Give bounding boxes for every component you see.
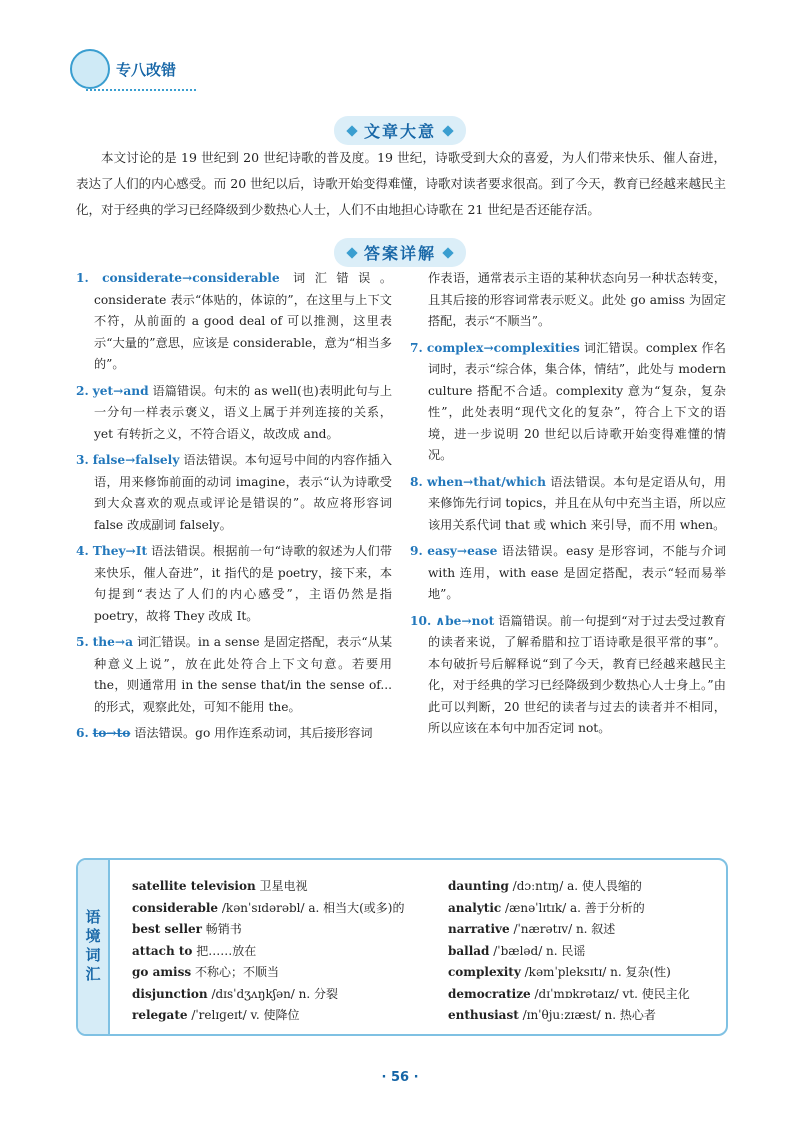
diamond-icon bbox=[346, 247, 357, 258]
vocab-entry: satellite television 卫星电视 bbox=[132, 879, 308, 893]
answer-explanation: 语篇错误。前一句提到“对于过去受过教育的读者来说，了解希腊和拉丁语诗歌是很平常的事”。本句破折号后解释说“到了今天，教育已经越来越民主化，对于经典的学习已经降级到少数热心人士身上。”由此可以判断，20 世纪的读者与过去的读者并不相同，所以应该在本句中加否定词 not。 bbox=[428, 613, 726, 735]
vocabulary-left-column bbox=[132, 876, 432, 1027]
answer-explanation: 语法错误。本句是定语从句，用来修饰先行词 topics，并且在从句中充当主语，所以应该用关系代词 that 或 which 来引导，而不用 when。 bbox=[428, 474, 727, 532]
vocab-entry: relegate /ˈrelɪɡeɪt/ v. 使降位 bbox=[132, 1008, 300, 1022]
answer-key: to→to bbox=[92, 726, 131, 740]
summary-text: 本文讨论的是 19 世纪到 20 世纪诗歌的普及度。19 世纪，诗歌受到大众的喜爱，为人们带来快乐、催人奋进，表达了人们的内心感受。而 20 世纪以后，诗歌开始变得难懂，诗歌对读者要求很高。到了今天，教育已经越来越民主化，对于经典的学习已经降级到少数热心人士，人们不由地担心诗歌在 21 世纪是否还能存活。 bbox=[76, 150, 726, 217]
vocabulary-label-bar bbox=[78, 860, 110, 1034]
vocab-entry: analytic /ænəˈlɪtɪk/ a. 善于分析的 bbox=[448, 900, 645, 915]
vocab-entry: complexity /kəmˈpleksɪtɪ/ n. 复杂(性) bbox=[448, 965, 671, 979]
answer-item bbox=[410, 338, 726, 467]
header-divider bbox=[86, 89, 196, 91]
summary-title-banner bbox=[0, 116, 800, 145]
answer-explanation: 语篇错误。句末的 as well(也)表明此句与上一分句一样表示褒义，语义上属于并列连接的关系，yet 有转折之义，不符合语义，故改成 and。 bbox=[94, 383, 393, 441]
answer-explanation: 词汇错误。complex 作名词时，表示“综合体，集合体，情结”，此处与 modern culture 搭配不合适。complexity 意为“复杂，复杂性”，此处表明“现代文化的复杂”，符合上下文的语境，进一步说明 20 世纪以后诗歌开始变得难懂的情况。 bbox=[428, 340, 726, 462]
page-number: · 56 · bbox=[381, 1070, 419, 1085]
answer-number: 10. bbox=[410, 613, 432, 628]
answer-item bbox=[76, 268, 392, 376]
answer-item bbox=[410, 541, 726, 606]
vocab-entry: narrative /ˈnærətɪv/ n. 叙述 bbox=[448, 922, 616, 936]
answer-explanation: 语法错误。go 用作连系动词，其后接形容词 bbox=[130, 726, 373, 740]
answer-explanation: 语法错误。本句逗号中间的内容作插入语，用来修饰前面的动词 imagine，表示“认为诗歌受到大众喜欢的观点或评论是错误的”。故应将形容词 false 改成副词 falsely。 bbox=[94, 453, 393, 532]
vocab-entry: attach to 把……放在 bbox=[132, 943, 257, 958]
answer-explanation: 作表语，通常表示主语的某种状态向另一种状态转变，且其后接的形容词常表示贬义。此处 go amiss 为固定搭配，表示“不顺当”。 bbox=[428, 271, 726, 328]
answer-number: 8. bbox=[410, 474, 423, 489]
answer-continuation bbox=[410, 268, 726, 333]
answer-explanation: 语法错误。easy 是形容词，不能与介词 with 连用，with ease 是固定搭配，表示“轻而易举地”。 bbox=[428, 544, 726, 601]
answer-explanation: 词汇错误。in a sense 是固定搭配，表示“从某种意义上说”，放在此处符合上下文句意。若要用 the，则通常用 in the sense that/in the sense of... 的形式，观察此处，可知不能用 the。 bbox=[94, 635, 393, 714]
answer-number: 7. bbox=[410, 340, 423, 355]
page-header bbox=[70, 44, 200, 94]
answer-number: 6. bbox=[76, 726, 89, 740]
vocab-entry: go amiss 不称心；不顺当 bbox=[132, 965, 279, 979]
answer-number: 3. bbox=[76, 453, 89, 467]
vocabulary-right-column bbox=[448, 876, 728, 1027]
answer-key: when→that/which bbox=[427, 474, 546, 489]
answer-item bbox=[76, 381, 392, 446]
vocab-entry: disjunction /dɪsˈdʒʌŋkʃən/ n. 分裂 bbox=[132, 986, 339, 1001]
vocab-entry: daunting /dɔːntɪŋ/ a. 使人畏缩的 bbox=[448, 879, 642, 893]
answer-key: false→falsely bbox=[92, 453, 180, 467]
answer-number: 4. bbox=[76, 544, 89, 558]
answer-item bbox=[76, 450, 392, 536]
vocab-entry: best seller 畅销书 bbox=[132, 922, 242, 936]
answer-item bbox=[410, 472, 726, 537]
answer-item bbox=[76, 632, 392, 718]
answers-right-column bbox=[410, 268, 726, 745]
answer-item bbox=[76, 723, 392, 745]
diamond-icon bbox=[442, 247, 453, 258]
answer-key: ∧be→not bbox=[435, 613, 495, 628]
vocab-entry: ballad /ˈbæləd/ n. 民谣 bbox=[448, 943, 586, 958]
answer-item bbox=[410, 611, 726, 740]
answers-title-banner bbox=[0, 238, 800, 267]
answer-explanation: 词汇错误。considerate 表示“体贴的，体谅的”，在这里与上下文不符，从前面的 a good deal of 可以推测，这里表示“大量的”意思，应该是 considerable，意为“相当多的”。 bbox=[94, 271, 393, 371]
vocabulary-label: 语境词汇 bbox=[83, 909, 102, 985]
answer-key: easy→ease bbox=[427, 544, 498, 558]
answers-title: 答案详解 bbox=[363, 244, 436, 263]
answer-item bbox=[76, 541, 392, 627]
answer-key: the→a bbox=[92, 635, 134, 649]
logo-icon bbox=[70, 49, 110, 89]
answer-number: 1. bbox=[76, 271, 89, 285]
vocab-entry: considerable /kənˈsɪdərəbl/ a. 相当大(或多)的 bbox=[132, 900, 405, 915]
diamond-icon bbox=[442, 125, 453, 136]
answer-number: 5. bbox=[76, 635, 89, 649]
answer-key: considerate→considerable bbox=[102, 271, 280, 285]
summary-title: 文章大意 bbox=[363, 122, 436, 141]
answer-key: yet→and bbox=[92, 383, 149, 398]
answers-left-column bbox=[76, 268, 392, 750]
vocab-entry: democratize /dɪˈmɒkrətaɪz/ vt. 使民主化 bbox=[448, 986, 690, 1001]
vocab-entry: enthusiast /ɪnˈθjuːzɪæst/ n. 热心者 bbox=[448, 1008, 656, 1022]
answer-number: 9. bbox=[410, 544, 423, 558]
answer-key: They→It bbox=[92, 544, 148, 558]
answer-explanation: 语法错误。根据前一句“诗歌的叙述为人们带来快乐，催人奋进”，it 指代的是 poetry，接下来，本句提到“表达了人们的内心感受”，主语仍然是指 poetry，故将 They 改成 It。 bbox=[94, 544, 393, 623]
section-label: 专八改错 bbox=[116, 60, 177, 79]
answer-key: complex→complexities bbox=[426, 340, 580, 355]
answer-number: 2. bbox=[76, 383, 89, 398]
vocabulary-box bbox=[76, 858, 728, 1036]
diamond-icon bbox=[346, 125, 357, 136]
